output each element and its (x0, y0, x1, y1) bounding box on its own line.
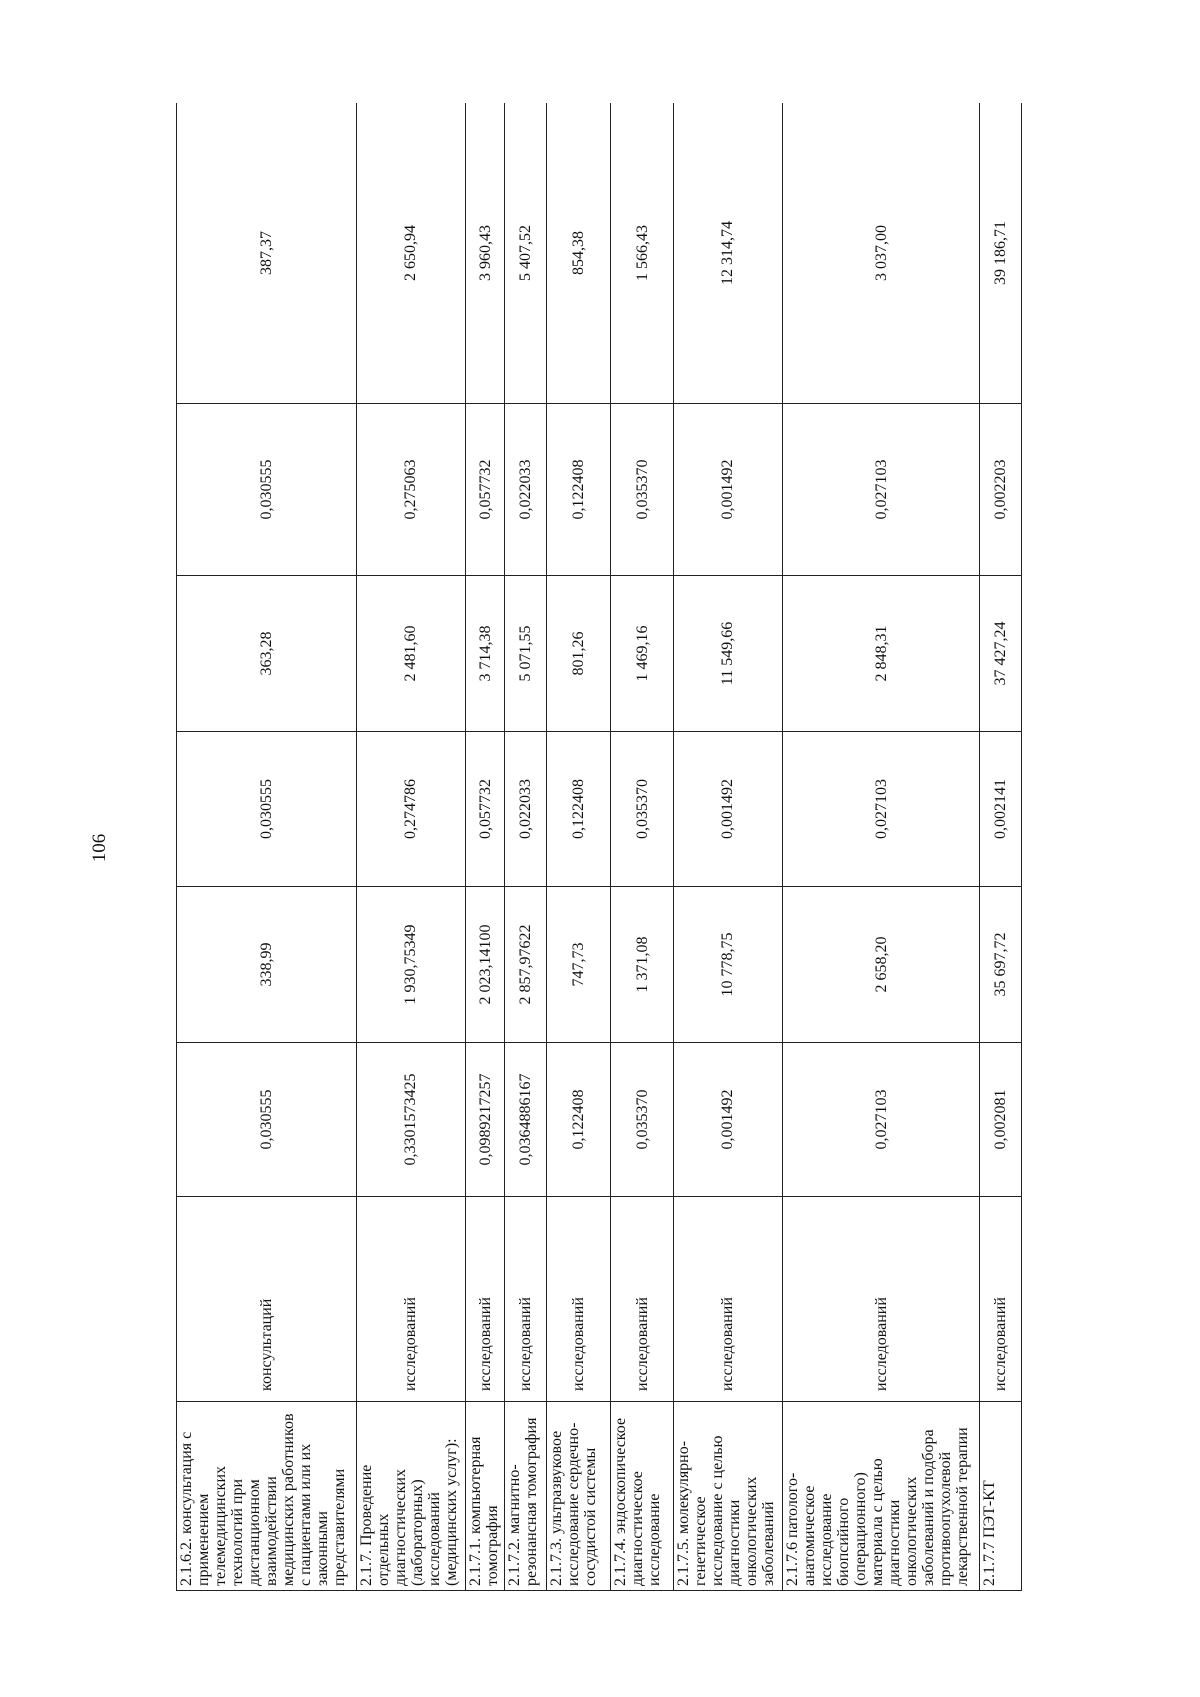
table-row (611, 103, 673, 1591)
value-cell: 0,122408 (546, 1043, 610, 1197)
row-name: 2.1.7.4. эндоскопическое диагностическое исследование (611, 1402, 673, 1591)
table-row (673, 103, 782, 1591)
value-cell: 3 037,00 (782, 103, 979, 404)
value-cell: 338,99 (177, 887, 357, 1043)
row-unit: исследований (782, 1197, 979, 1402)
value-cell: 10 778,75 (673, 887, 782, 1043)
value-cell: 37 427,24 (980, 576, 1022, 732)
value-cell: 0,035370 (611, 1043, 673, 1197)
value-cell: 0,057732 (465, 732, 504, 887)
page-number: 106 (89, 833, 110, 863)
value-cell: 2 857,97622 (505, 887, 547, 1043)
value-cell: 0,275063 (356, 404, 465, 576)
value-cell: 2 650,94 (356, 103, 465, 404)
value-cell: 2 658,20 (782, 887, 979, 1043)
value-cell: 35 697,72 (980, 887, 1022, 1043)
value-cell: 0,001492 (673, 404, 782, 576)
row-name: 2.1.7.6 патолого-анатомическое исследование биопсийного (операционного) материала с целью диагностики онкологических заболеваний и подбора противоопухолевой лекарственной терапии (782, 1402, 979, 1591)
row-unit: исследований (546, 1197, 610, 1402)
row-name: 2.1.7. Проведение отдельных диагностических (лабораторных) исследований (медицинских услуг): (356, 1402, 465, 1591)
value-cell: 0,035370 (611, 732, 673, 887)
value-cell: 0,035370 (611, 404, 673, 576)
value-cell: 1 469,16 (611, 576, 673, 732)
value-cell: 1 371,08 (611, 887, 673, 1043)
value-cell: 39 186,71 (980, 103, 1022, 404)
value-cell: 0,002081 (980, 1043, 1022, 1197)
value-cell: 0,0364886167 (505, 1043, 547, 1197)
table-row (505, 103, 547, 1591)
value-cell: 0,001492 (673, 732, 782, 887)
table-row (782, 103, 979, 1591)
row-unit: исследований (465, 1197, 504, 1402)
table-row (177, 103, 357, 1591)
value-cell: 0,030555 (177, 1043, 357, 1197)
value-cell: 0,030555 (177, 404, 357, 576)
value-cell: 0,274786 (356, 732, 465, 887)
value-cell: 0,3301573425 (356, 1043, 465, 1197)
value-cell: 0,002141 (980, 732, 1022, 887)
row-unit: исследований (356, 1197, 465, 1402)
row-name: 2.1.7.7 ПЭТ-КТ (980, 1402, 1022, 1591)
value-cell: 0,122408 (546, 404, 610, 576)
value-cell: 5 407,52 (505, 103, 547, 404)
value-cell: 0,122408 (546, 732, 610, 887)
value-cell: 2 023,14100 (465, 887, 504, 1043)
value-cell: 387,37 (177, 103, 357, 404)
row-unit: исследований (505, 1197, 547, 1402)
value-cell: 3 960,43 (465, 103, 504, 404)
value-cell: 2 848,31 (782, 576, 979, 732)
tariff-table (176, 103, 1022, 1591)
row-name: 2.1.6.2. консультация с применением телемедицинских технологий при дистанционном взаимодействии медицинских работников с пациентами или их законными представителями (177, 1402, 357, 1591)
row-name: 2.1.7.1. компьютерная томография (465, 1402, 504, 1591)
value-cell: 363,28 (177, 576, 357, 732)
table-row (980, 103, 1022, 1591)
value-cell: 3 714,38 (465, 576, 504, 732)
row-unit: консультаций (177, 1197, 357, 1402)
value-cell: 1 566,43 (611, 103, 673, 404)
rotated-table-container (176, 103, 1022, 1591)
table-row (356, 103, 465, 1591)
value-cell: 0,030555 (177, 732, 357, 887)
row-unit: исследований (980, 1197, 1022, 1402)
value-cell: 0,001492 (673, 1043, 782, 1197)
value-cell: 0,027103 (782, 1043, 979, 1197)
row-name: 2.1.7.2. магнитно-резонансная томография (505, 1402, 547, 1591)
value-cell: 0,027103 (782, 732, 979, 887)
value-cell: 0,0989217257 (465, 1043, 504, 1197)
value-cell: 747,73 (546, 887, 610, 1043)
row-name: 2.1.7.3. ультразвуковое исследование сердечно-сосудистой системы (546, 1402, 610, 1591)
row-name: 2.1.7.5. молекулярно-генетическое исследование с целью диагностики онкологических заболеваний (673, 1402, 782, 1591)
value-cell: 0,027103 (782, 404, 979, 576)
value-cell: 11 549,66 (673, 576, 782, 732)
value-cell: 801,26 (546, 576, 610, 732)
value-cell: 5 071,55 (505, 576, 547, 732)
row-unit: исследований (611, 1197, 673, 1402)
value-cell: 12 314,74 (673, 103, 782, 404)
value-cell: 854,38 (546, 103, 610, 404)
value-cell: 0,002203 (980, 404, 1022, 576)
value-cell: 0,022033 (505, 732, 547, 887)
table-row (546, 103, 610, 1591)
table-row (465, 103, 504, 1591)
value-cell: 1 930,75349 (356, 887, 465, 1043)
value-cell: 0,057732 (465, 404, 504, 576)
row-unit: исследований (673, 1197, 782, 1402)
value-cell: 0,022033 (505, 404, 547, 576)
value-cell: 2 481,60 (356, 576, 465, 732)
